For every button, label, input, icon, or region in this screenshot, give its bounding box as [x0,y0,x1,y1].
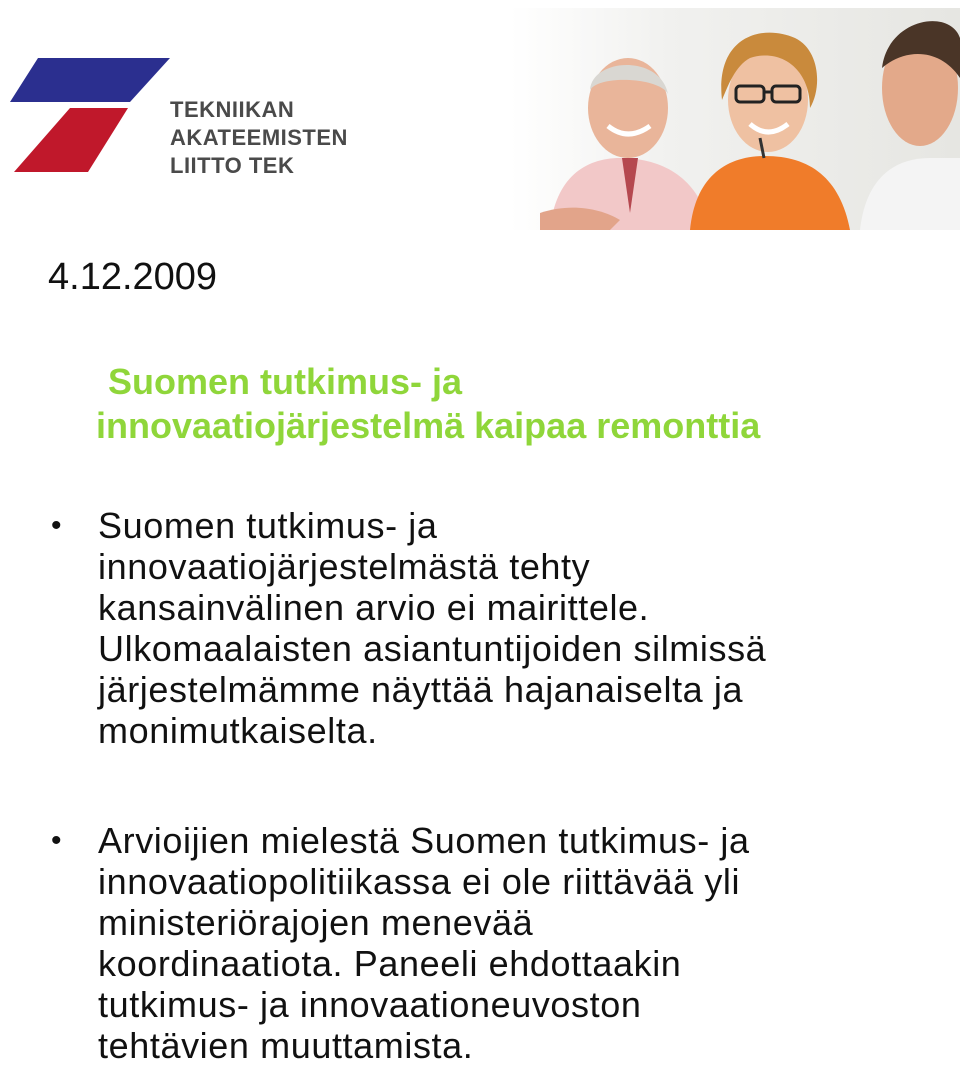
slide-date: 4.12.2009 [48,256,218,298]
tek-logo-icon [10,50,170,180]
bullet-2-line-3: ministeriörajojen menevää [98,902,534,943]
tek-logo [10,50,370,180]
logo-line-3: LIITTO TEK [170,153,295,178]
bullet-item [48,820,928,1066]
logo-line-1: TEKNIIKAN [170,97,295,122]
people-photo [510,8,960,230]
bullet-1-line-6: monimutkaiselta. [98,710,378,751]
bullet-1-line-4: Ulkomaalaisten asiantuntijoiden silmissä [98,628,767,669]
logo-text [170,96,348,180]
bullet-dot-icon: • [51,509,63,542]
title-line-1: Suomen tutkimus- ja [108,361,463,402]
bullet-1-line-1: Suomen tutkimus- ja [98,505,438,546]
logo-blue-shape [10,58,170,102]
bullet-item [48,505,928,751]
bullet-2-line-4: koordinaatiota. Paneeli ehdottaakin [98,943,682,984]
bullet-2-line-6: tehtävien muuttamista. [98,1025,474,1066]
slide-title [96,360,946,448]
bullet-2-line-2: innovaatiopolitiikassa ei ole riittävää yli [98,861,741,902]
bullet-dot-icon: • [51,824,63,857]
bullet-1-line-2: innovaatiojärjestelmästä tehty [98,546,591,587]
logo-red-shape [14,108,128,172]
bullet-1-line-5: järjestelmämme näyttää hajanaiselta ja [98,669,744,710]
slide-header [0,0,960,240]
bullet-2-line-5: tutkimus- ja innovaationeuvoston [98,984,642,1025]
title-line-2: innovaatiojärjestelmä kaipaa remonttia [96,405,761,446]
bullet-2-line-1: Arvioijien mielestä Suomen tutkimus- ja [98,820,750,861]
bullet-1-line-3: kansainvälinen arvio ei mairittele. [98,587,650,628]
logo-line-2: AKATEEMISTEN [170,125,348,150]
bullet-list [48,505,928,1066]
